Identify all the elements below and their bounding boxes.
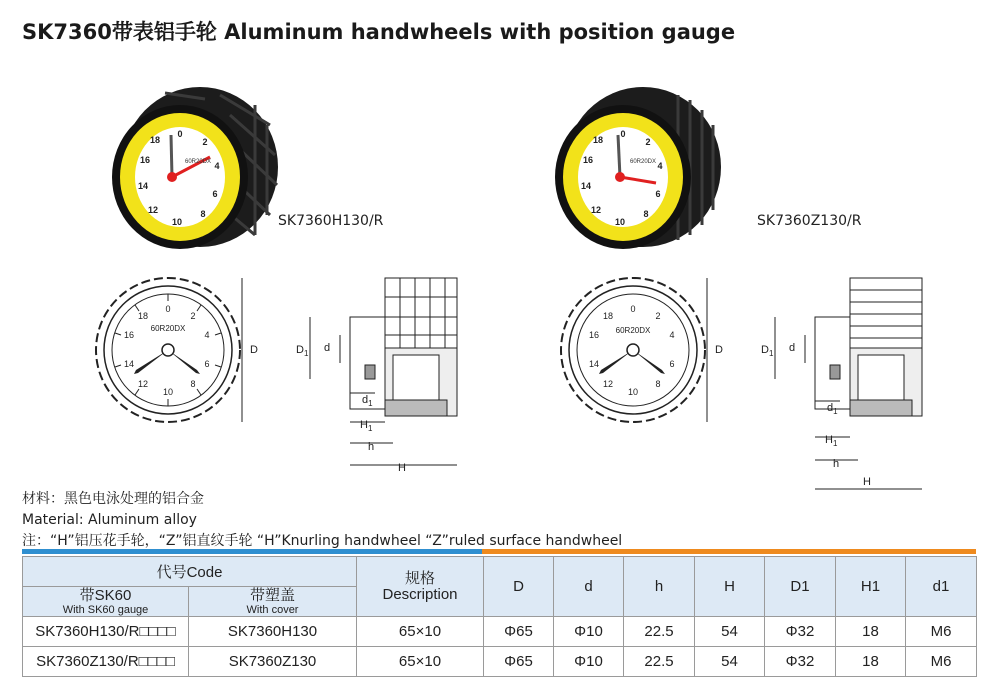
col-H: H (695, 557, 765, 617)
col-D: D (484, 557, 554, 617)
svg-text:60R20DX: 60R20DX (630, 159, 657, 165)
svg-text:H: H (398, 462, 406, 474)
cover-header: 带塑盖 With cover (189, 587, 357, 617)
front-view-drawing-z (555, 275, 735, 435)
page-title: SK7360带表铝手轮 Aluminum handwheels with position gauge (22, 20, 736, 44)
svg-text:10: 10 (614, 217, 626, 227)
svg-text:12: 12 (590, 205, 602, 215)
svg-text:4: 4 (669, 330, 675, 340)
svg-text:D: D (250, 344, 258, 356)
svg-text:D1: $D_1$ (761, 344, 774, 358)
svg-text:0: 0 (165, 304, 171, 314)
svg-text:14: 14 (588, 359, 600, 369)
svg-text:14: 14 (580, 181, 592, 191)
svg-text:4: 4 (657, 161, 663, 171)
table-row: SK7360Z130/R□□□□ SK7360Z130 65×10 Φ65 Φ10 22.5 54 Φ32 18 M6 (23, 647, 977, 677)
notes-block (22, 489, 622, 552)
svg-text:2: 2 (655, 311, 661, 321)
svg-text:14: 14 (137, 181, 149, 191)
product-photo-knurled (105, 85, 280, 255)
svg-text:14: 14 (123, 359, 135, 369)
svg-text:d1: $d_1$ (362, 394, 373, 408)
svg-text:10: 10 (162, 387, 174, 397)
col-h: h (624, 557, 695, 617)
product-caption-z: SK7360Z130/R (757, 213, 862, 229)
svg-text:8: 8 (190, 379, 196, 389)
front-view-drawing-h (90, 275, 270, 435)
svg-text:18: 18 (592, 135, 604, 145)
svg-text:6: 6 (655, 189, 661, 199)
svg-text:12: 12 (602, 379, 614, 389)
svg-text:6: 6 (212, 189, 218, 199)
orange-divider (482, 549, 976, 554)
blue-divider (22, 549, 482, 554)
table-row: SK7360H130/R□□□□ SK7360H130 65×10 Φ65 Φ10 22.5 54 Φ32 18 M6 (23, 617, 977, 647)
svg-text:18: 18 (602, 311, 614, 321)
svg-text:4: 4 (204, 330, 210, 340)
spec-table (22, 556, 977, 677)
svg-text:8: 8 (643, 209, 649, 219)
col-D1: D1 (765, 557, 836, 617)
svg-text:h: h (368, 441, 375, 453)
svg-text:16: 16 (123, 330, 135, 340)
svg-text:10: 10 (171, 217, 183, 227)
svg-text:6: 6 (669, 359, 675, 369)
svg-text:60R20DX: 60R20DX (150, 324, 186, 333)
svg-text:d: d (789, 342, 796, 354)
svg-text:h: h (833, 458, 840, 470)
svg-text:D1: $D_1$ (296, 344, 309, 358)
material-en: Material: Aluminum alloy (22, 512, 197, 528)
sk60-header: 带SK60 With SK60 gauge (23, 587, 189, 617)
svg-text:2: 2 (645, 137, 651, 147)
svg-text:8: 8 (655, 379, 661, 389)
section-view-drawing-h (290, 275, 470, 475)
svg-text:60R20DX: 60R20DX (185, 159, 212, 165)
svg-text:16: 16 (582, 155, 594, 165)
svg-text:D: D (715, 344, 723, 356)
section-view-drawing-z (755, 275, 940, 495)
desc-header: 规格 Description (357, 557, 484, 617)
product-caption-h: SK7360H130/R (278, 213, 384, 229)
code-header: 代号Code (23, 557, 357, 587)
col-H1: H1 (836, 557, 906, 617)
svg-text:6: 6 (204, 359, 210, 369)
svg-text:0: 0 (177, 129, 183, 139)
svg-text:16: 16 (588, 330, 600, 340)
svg-text:4: 4 (214, 161, 220, 171)
svg-text:10: 10 (627, 387, 639, 397)
col-d1: d1 (906, 557, 977, 617)
svg-text:0: 0 (620, 129, 626, 139)
product-photo-ruled (548, 85, 723, 255)
material-cn: 材料：黑色电泳处理的铝合金 (22, 491, 204, 507)
svg-text:18: 18 (149, 135, 161, 145)
svg-text:2: 2 (202, 137, 208, 147)
col-d: d (554, 557, 624, 617)
svg-text:18: 18 (137, 311, 149, 321)
svg-text:8: 8 (200, 209, 206, 219)
svg-text:H1: $H_1$ (825, 434, 838, 448)
model-note: 注：“H”铝压花手轮，“Z”铝直纹手轮 “H”Knurling handwheel “Z”ruled surface handwheel (22, 533, 623, 549)
svg-text:60R20DX: 60R20DX (615, 326, 651, 335)
svg-text:0: 0 (630, 304, 636, 314)
svg-text:H1: $H_1$ (360, 419, 373, 433)
svg-text:2: 2 (190, 311, 196, 321)
svg-text:H: H (863, 476, 871, 488)
svg-text:12: 12 (147, 205, 159, 215)
svg-text:d: d (324, 342, 331, 354)
svg-text:12: 12 (137, 379, 149, 389)
svg-text:16: 16 (139, 155, 151, 165)
svg-text:d1: $d_1$ (827, 402, 838, 416)
